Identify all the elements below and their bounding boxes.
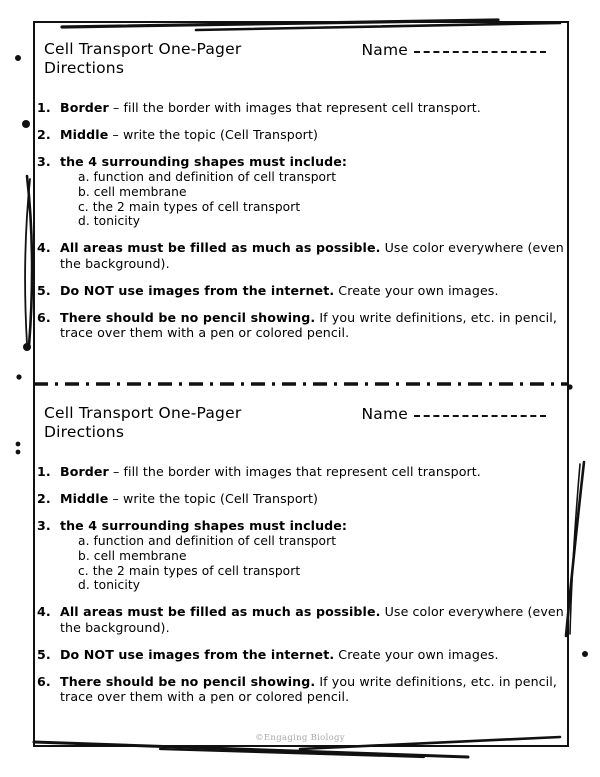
direction-number: 3.: [37, 517, 51, 533]
direction-lead: Do NOT use images from the internet.: [60, 646, 335, 662]
directions-list: [34, 100, 568, 341]
directions-list: [34, 464, 568, 705]
direction-lead: There should be no pencil showing.: [60, 309, 316, 325]
name-input-blank[interactable]: [414, 50, 546, 53]
direction-number: 6.: [37, 673, 51, 689]
direction-lead: Border: [60, 463, 109, 479]
direction-item: [34, 647, 568, 663]
direction-lead: the 4 surrounding shapes must include:: [60, 153, 348, 169]
direction-item: [34, 127, 568, 143]
direction-item: [34, 464, 568, 480]
direction-lead: the 4 surrounding shapes must include:: [60, 517, 348, 533]
page-title-line2: Directions: [44, 422, 125, 441]
direction-subitem: c. the 2 main types of cell transport: [78, 199, 301, 214]
direction-rest: Use color everywhere (even the background).: [60, 239, 564, 271]
direction-item: [34, 491, 568, 507]
direction-rest: – fill the border with images that represent cell transport.: [108, 463, 481, 479]
direction-number: 4.: [37, 603, 51, 619]
sheet-header: [34, 22, 568, 78]
direction-lead: There should be no pencil showing.: [60, 673, 316, 689]
direction-lead: Middle: [60, 490, 109, 506]
direction-lead: Do NOT use images from the internet.: [60, 282, 335, 298]
direction-number: 1.: [37, 463, 51, 479]
direction-item: [34, 674, 568, 706]
direction-rest: Use color everywhere (even the background).: [60, 603, 564, 635]
direction-item: [34, 240, 568, 272]
direction-number: 4.: [37, 239, 51, 255]
direction-subitem: a. function and definition of cell transport: [78, 534, 337, 549]
name-field-group: [361, 40, 546, 59]
direction-item: [34, 100, 568, 116]
direction-rest: – write the topic (Cell Transport): [108, 126, 319, 142]
direction-item: [34, 518, 568, 593]
direction-rest: If you write definitions, etc. in pencil, trace over them with a pen or colored pencil.: [60, 309, 557, 341]
direction-subitem: d. tonicity: [78, 578, 141, 593]
direction-lead: All areas must be filled as much as possible.: [60, 603, 381, 619]
page-title-line2: Directions: [44, 58, 125, 77]
direction-subitem: d. tonicity: [78, 214, 141, 229]
direction-rest: – fill the border with images that represent cell transport.: [108, 99, 481, 115]
direction-subitems: [60, 534, 568, 593]
direction-item: [34, 154, 568, 229]
direction-lead: Border: [60, 99, 109, 115]
direction-rest: Create your own images.: [334, 646, 499, 662]
direction-subitem: a. function and definition of cell transport: [78, 170, 337, 185]
worksheet-copy-bottom: [34, 386, 568, 746]
direction-item: [34, 604, 568, 636]
name-field-group: [361, 404, 546, 423]
direction-subitem: c. the 2 main types of cell transport: [78, 563, 301, 578]
footer-credit: ©Engaging Biology: [255, 733, 345, 743]
direction-number: 2.: [37, 490, 51, 506]
worksheet-copy-top: [34, 22, 568, 380]
direction-number: 6.: [37, 309, 51, 325]
direction-lead: All areas must be filled as much as possible.: [60, 239, 381, 255]
page-title: [44, 40, 241, 78]
direction-subitems: [60, 170, 568, 229]
name-label: Name: [361, 41, 408, 59]
name-label: Name: [361, 405, 408, 423]
page-title-line1: Cell Transport One-Pager: [44, 404, 242, 422]
direction-number: 5.: [37, 646, 51, 662]
direction-rest: If you write definitions, etc. in pencil, trace over them with a pen or colored pencil.: [60, 673, 557, 705]
page-title-line1: Cell Transport One-Pager: [44, 40, 242, 58]
direction-item: [34, 283, 568, 299]
direction-subitem: b. cell membrane: [78, 185, 187, 200]
direction-rest: Create your own images.: [334, 282, 499, 298]
direction-number: 2.: [37, 126, 51, 142]
direction-lead: Middle: [60, 126, 109, 142]
direction-subitem: b. cell membrane: [78, 549, 187, 564]
sheet-header: [34, 386, 568, 442]
page-title: [44, 404, 241, 442]
direction-number: 5.: [37, 282, 51, 298]
direction-number: 3.: [37, 153, 51, 169]
direction-number: 1.: [37, 99, 51, 115]
direction-item: [34, 310, 568, 342]
direction-rest: – write the topic (Cell Transport): [108, 490, 319, 506]
name-input-blank[interactable]: [414, 414, 546, 417]
